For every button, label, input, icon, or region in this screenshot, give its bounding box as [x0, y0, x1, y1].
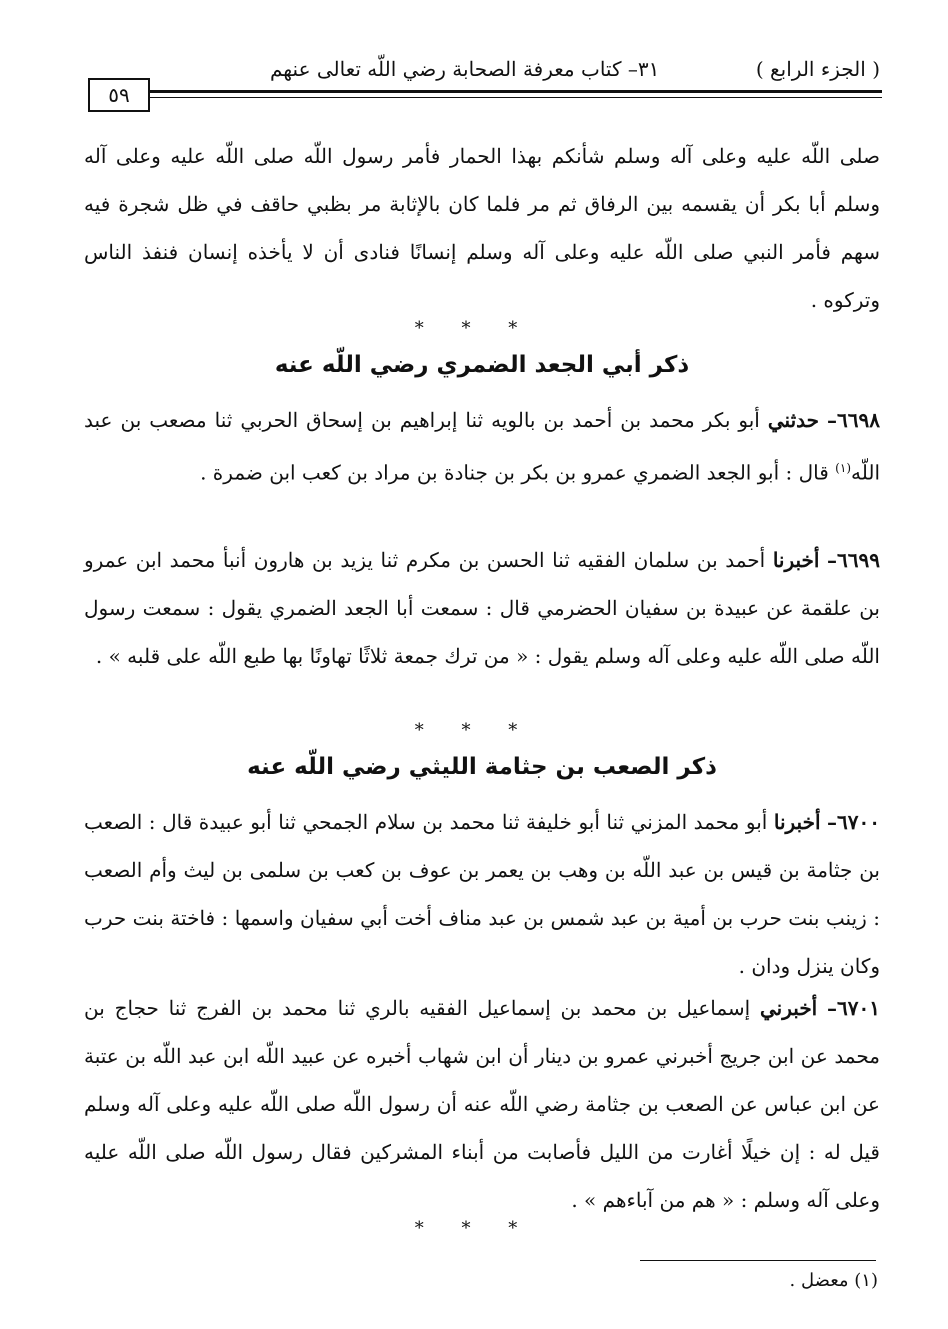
entry-text: إسماعيل بن محمد بن إسماعيل الفقيه بالري ثنا محمد بن الفرج ثنا حجاج بن محمد عن ابن جريج أخبرني عمرو بن دينار أن ابن شهاب أخبره عن عبيد اللّه ابن عبد اللّه بن عتبة عن ابن عباس عن الصعب بن جثامة رضي اللّه عنه أن رسول اللّه صلى اللّه عليه وعلى آله وسلم قيل له : إن خيلًا أغارت من الليل فأصابت من أبناء المشركين فقال رسول اللّه صلى اللّه عليه وعلى آله وسلم : « هم من آباءهم » .	[84, 996, 880, 1212]
entry-keyword: أخبرنا	[773, 810, 821, 834]
page-number: ٥٩	[88, 78, 150, 112]
entry-keyword: أخبرني	[760, 996, 818, 1020]
separator-2: * * *	[414, 720, 534, 741]
entry-6700	[84, 798, 880, 990]
entry-6699	[84, 536, 880, 680]
header-rule	[150, 90, 882, 93]
header-rule-thin	[150, 97, 882, 98]
entry-text-cont: قال : أبو الجعد الضمري عمرو بن بكر بن جنادة بن مراد بن كعب ابن ضمرة .	[200, 460, 836, 485]
entry-text: أبو محمد المزني ثنا أبو خليفة ثنا محمد بن سلام الجمحي ثنا أبو عبيدة قال : الصعب بن جثامة بن قيس بن عبد اللّه بن وهب بن يعمر بن عوف بن كعب بن سلمى بن ليث وأم الصعب : زينب بنت حرب بن أمية بن عبد شمس بن عبد مناف أخت أبي سفيان واسمها : فاختة بنت حرب وكان ينزل ودان .	[84, 810, 880, 978]
entry-text: أبو بكر محمد بن أحمد بن بالويه ثنا إبراهيم بن إسحاق الحربي ثنا مصعب بن عبد اللّه	[84, 408, 880, 485]
entry-keyword: أخبرنا	[772, 548, 820, 572]
entry-6701	[84, 984, 880, 1224]
separator-3: * * *	[414, 1218, 534, 1239]
entry-number: ٦٦٩٩–	[827, 548, 881, 572]
entry-number: ٦٧٠٠–	[827, 810, 881, 834]
section-title-al-sab: ذكر الصعب بن جثامة الليثي رضي اللّه عنه	[247, 754, 717, 780]
section-title-abu-al-jad: ذكر أبي الجعد الضمري رضي اللّه عنه	[274, 352, 690, 378]
footnote-marker[interactable]: (١)	[835, 461, 851, 475]
entry-number: ٦٦٩٨–	[827, 408, 881, 432]
entry-6698	[84, 396, 880, 497]
volume-label: ( الجزء الرابع )	[755, 57, 880, 81]
running-header	[270, 52, 880, 86]
entry-keyword: حدثني	[767, 408, 820, 432]
footnote-rule	[640, 1260, 876, 1261]
separator-1: * * *	[414, 318, 534, 339]
intro-paragraph: صلى اللّه عليه وعلى آله وسلم شأنكم بهذا الحمار فأمر رسول اللّه صلى اللّه عليه وعلى آله وسلم أبا بكر أن يقسمه بين الرفاق ثم مر فلما كان بالإثابة مر بظبي حاقف في ظل شجرة فيه سهم فأمر النبي صلى اللّه عليه وعلى آله وسلم إنسانًا فنادى أن لا يأخذه إنسان فنفذ الناس وتركوه .	[84, 144, 880, 312]
entry-text: أحمد بن سلمان الفقيه ثنا الحسن بن مكرم ثنا يزيد بن هارون أنبأ محمد ابن عمرو بن علقمة عن عبيدة بن سفيان الحضرمي قال : سمعت أبا الجعد الضمري يقول : سمعت رسول اللّه صلى اللّه عليه وعلى آله وسلم يقول : « من ترك جمعة ثلاثًا تهاونًا بها طبع اللّه على قلبه » .	[84, 548, 880, 668]
entry-number: ٦٧٠١–	[827, 996, 880, 1020]
book-title: ٣١– كتاب معرفة الصحابة رضي اللّه تعالى عنهم	[270, 57, 660, 81]
footnote-1: (١) معضل .	[789, 1270, 878, 1291]
